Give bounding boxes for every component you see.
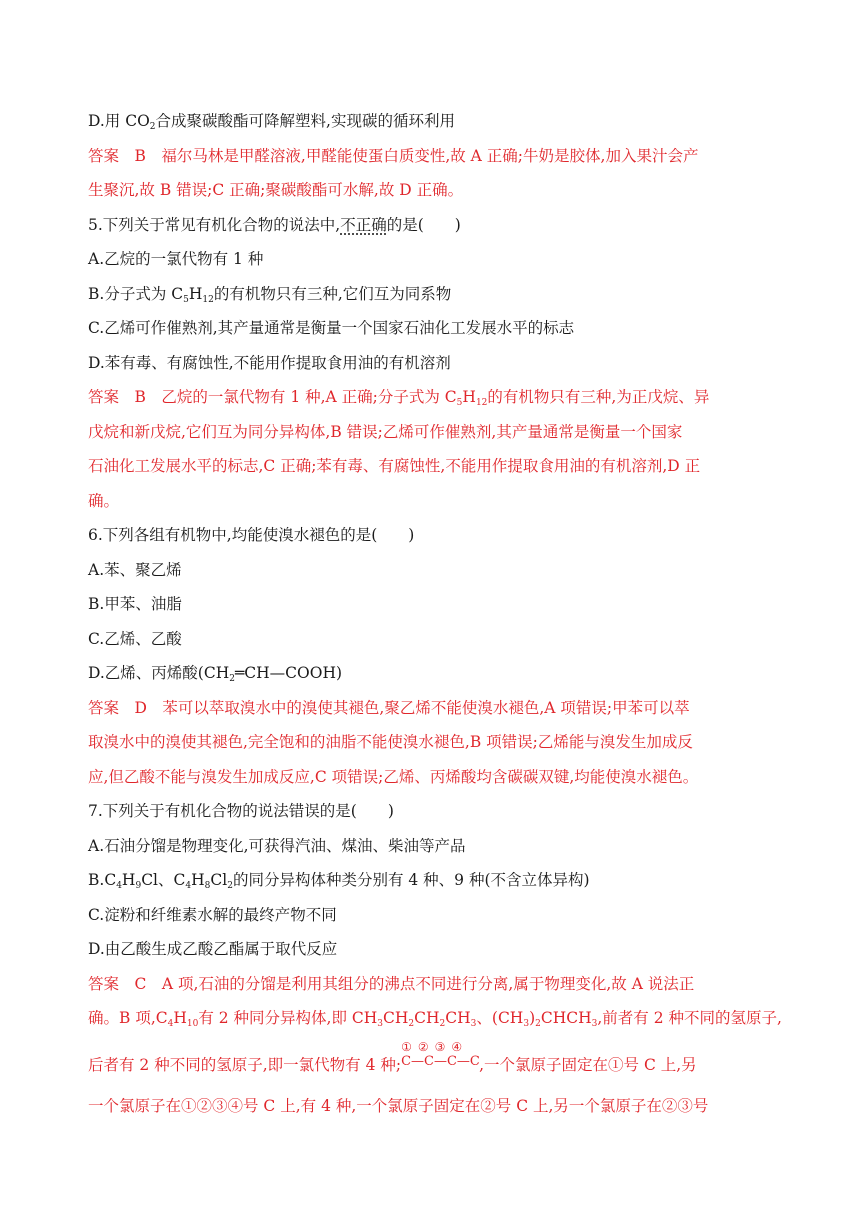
subscript: 3 [591,1019,598,1029]
text: CH [383,1009,409,1027]
subscript: 4 [116,881,122,891]
text: H [191,871,205,889]
text: ,前者有 2 种不同的氢原子, [597,1009,782,1027]
q6-option-b: B.甲苯、油脂 [88,595,182,613]
subscript: 3 [377,1019,384,1029]
text: D.用 CO [88,112,150,130]
subscript: 2 [227,881,233,891]
q5-option-b [88,277,778,312]
subscript: 5 [456,398,463,408]
q6-answer-line-2: 取溴水中的溴使其褪色,完全饱和的油脂不能使溴水褪色,B 项错误;乙烯能与溴发生加成反 [88,733,693,751]
text: D.乙烯、丙烯酸(CH [88,664,230,682]
subscript: 4 [167,1019,174,1029]
subscript: 12 [202,294,214,305]
text: 的有机物只有三种,为正戊烷、异 [487,388,710,406]
q7-answer-line-4: 一个氯原子在①②③④号 C 上,有 4 种,一个氯原子固定在②号 C 上,另一个氯原子在②③号 [88,1096,709,1115]
q5-answer-line-3: 石油化工发展水平的标志,C 正确;苯有毒、有腐蚀性,不能用作提取食用油的有机溶剂,D 正 [88,457,701,475]
q5-option-d: D.苯有毒、有腐蚀性,不能用作提取食用油的有机溶剂 [88,353,451,372]
q6-answer-line-3: 应,但乙酸不能与溴发生加成反应,C 项错误;乙烯、丙烯酸均含碳碳双键,均能使溴水褪色。 [88,767,699,786]
text: H [462,388,476,406]
subscript: 2 [535,1019,541,1029]
text: CH [445,1009,471,1027]
subscript: 2 [229,674,235,684]
text: 确。B 项,C [88,1009,168,1027]
text: ) [529,1009,536,1027]
q7-stem: 7.下列关于有机化合物的说法错误的是( ) [88,802,394,820]
q5-answer-line-2: 戊烷和新戊烷,它们互为同分异构体,B 错误;乙烯可作催熟剂,其产量通常是衡量一个国家 [88,422,683,441]
text: ═CH—COOH) [234,664,343,682]
text: H [173,1009,187,1027]
text: 的是( ) [386,215,461,234]
q6-option-a: A.苯、聚乙烯 [88,560,182,579]
q7-answer-line-3 [88,1040,778,1089]
text: 有 2 种同分异构体,即 CH [198,1009,378,1027]
text: CHCH [540,1009,592,1027]
q7-option-a: A.石油分馏是物理变化,可获得汽油、煤油、柴油等产品 [88,836,466,855]
document-body [88,104,782,1123]
carbon-chain-diagram [401,1040,479,1070]
subscript: 2 [439,1019,446,1029]
q5-answer-line-4: 确。 [88,491,120,510]
subscript: 2 [149,122,156,132]
q5-stem [88,208,778,243]
q6-option-c: C.乙烯、乙酸 [88,629,182,648]
subscript: 3 [523,1019,530,1029]
q7-option-c: C.淀粉和纤维素水解的最终产物不同 [88,905,337,924]
text: B.C [88,871,117,889]
text: H [188,284,203,303]
text: Cl [210,871,228,889]
q4-option-d [88,104,778,139]
q4-answer-line-2: 生聚沉,故 B 错误;C 正确;聚碳酸酯可水解,故 D 正确。 [88,181,464,199]
subscript: 4 [185,881,192,891]
q6-stem: 6.下列各组有机物中,均能使溴水褪色的是( ) [88,526,415,544]
q6-option-d [88,656,778,691]
q6-answer-line-1: 答案 D 苯可以萃取溴水中的溴使其褪色,聚乙烯不能使溴水褪色,A 项错误;甲苯可以萃 [88,698,690,717]
emphasis-text: 不正确 [340,215,387,234]
text: 答案 B 乙烷的一氯代物有 1 种,A 正确;分子式为 C [88,388,457,406]
subscript: 5 [183,294,189,305]
q4-answer-line-1: 答案 B 福尔马林是甲醛溶液,甲醛能使蛋白质变性,故 A 正确;牛奶是胶体,加入果汁会产 [88,146,699,165]
text: 5.下列关于常见有机化合物的说法中, [88,215,341,234]
q7-option-b [88,863,778,898]
subscript: 9 [135,881,142,891]
q5-answer-line-1 [88,380,778,415]
q7-answer-line-2 [88,1001,782,1036]
text: 的有机物只有三种,它们互为同系物 [213,284,452,303]
text: H [121,871,136,889]
q5-option-a: A.乙烷的一氯代物有 1 种 [88,250,264,268]
q5-option-c: C.乙烯可作催熟剂,其产量通常是衡量一个国家石油化工发展水平的标志 [88,319,575,337]
subscript: 2 [408,1019,415,1029]
text: 的同分异构体种类分别有 4 种、9 种(不含立体异构) [232,871,590,889]
q7-answer-line-1: 答案 C A 项,石油的分馏是利用其组分的沸点不同进行分离,属于物理变化,故 A 说法正 [88,974,695,993]
subscript: 12 [475,398,488,408]
subscript: 10 [186,1019,199,1029]
subscript: 3 [470,1019,477,1029]
text: B.分子式为 C [88,284,184,303]
text: CH [414,1009,440,1027]
text: ,一个氯原子固定在①号 C 上,另 [479,1055,697,1074]
chain-position-numbers: ①②③④ [401,1039,469,1054]
text: Cl、C [141,871,186,889]
chain-bonds: C—C—C—C [401,1053,480,1069]
subscript: 8 [204,881,211,891]
q7-option-d: D.由乙酸生成乙酸乙酯属于取代反应 [88,940,338,958]
text: 后者有 2 种不同的氢原子,即一氯代物有 4 种; [88,1055,402,1074]
text: 、(CH [476,1009,524,1027]
text: 合成聚碳酸酯可降解塑料,实现碳的循环利用 [155,112,455,130]
